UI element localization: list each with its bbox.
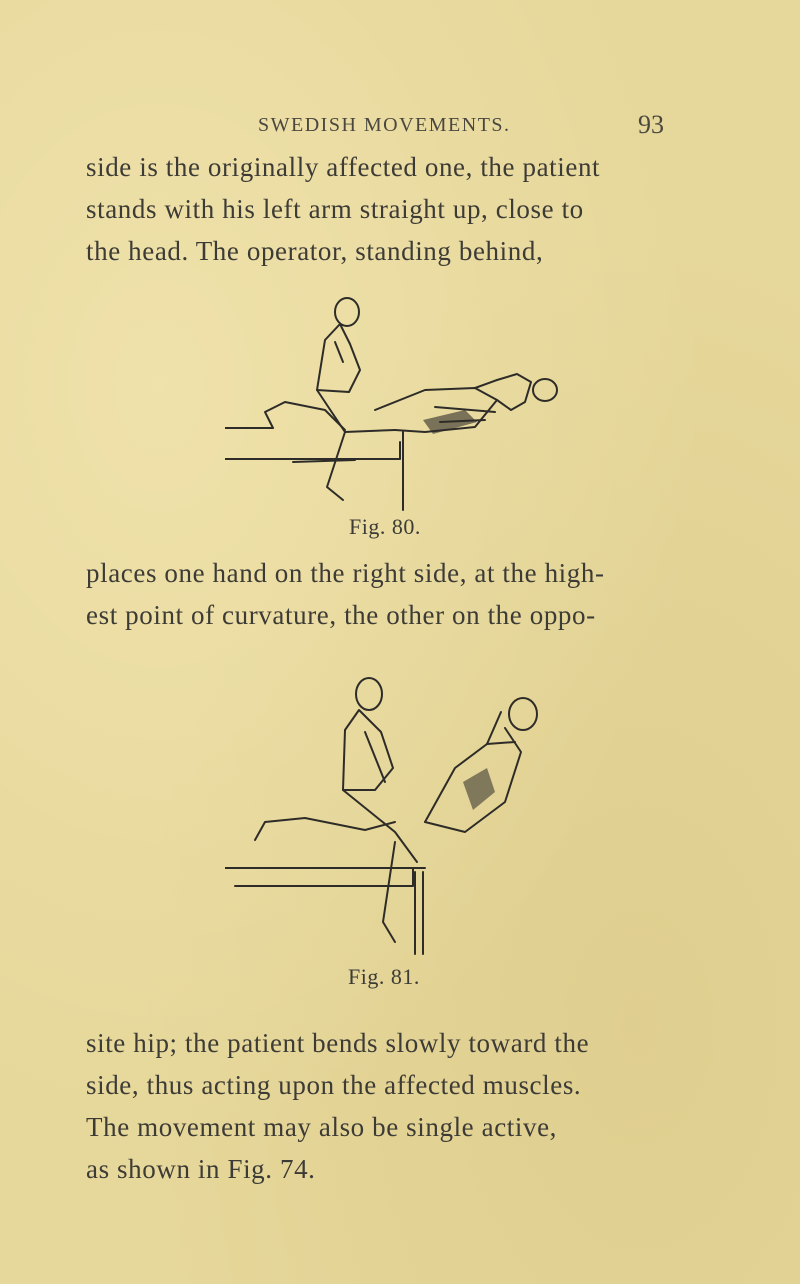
text-line: the head. The operator, standing behind,: [86, 236, 544, 266]
paragraph-2: [86, 552, 726, 636]
paragraph-3: [86, 1022, 726, 1190]
text-line: stands with his left arm straight up, close to: [86, 194, 584, 224]
figure-80-caption: Fig. 80.: [349, 514, 421, 539]
text-line: The movement may also be single active,: [86, 1112, 558, 1142]
text-line: places one hand on the right side, at the high-: [86, 558, 605, 588]
running-head: SWEDISH MOVEMENTS.: [258, 114, 511, 136]
text-line: side is the originally affected one, the patient: [86, 152, 601, 182]
text-line: side, thus acting upon the affected muscles.: [86, 1070, 582, 1100]
figure-81-illustration: [225, 672, 545, 962]
text-line: est point of curvature, the other on the oppo-: [86, 600, 596, 630]
paragraph-1: [86, 146, 726, 272]
page-number: 93: [638, 110, 664, 139]
text-line: as shown in Fig. 74.: [86, 1154, 316, 1184]
figure-81-caption: Fig. 81.: [348, 964, 420, 989]
figure-80-illustration: [225, 282, 575, 512]
text-line: site hip; the patient bends slowly toward the: [86, 1028, 590, 1058]
